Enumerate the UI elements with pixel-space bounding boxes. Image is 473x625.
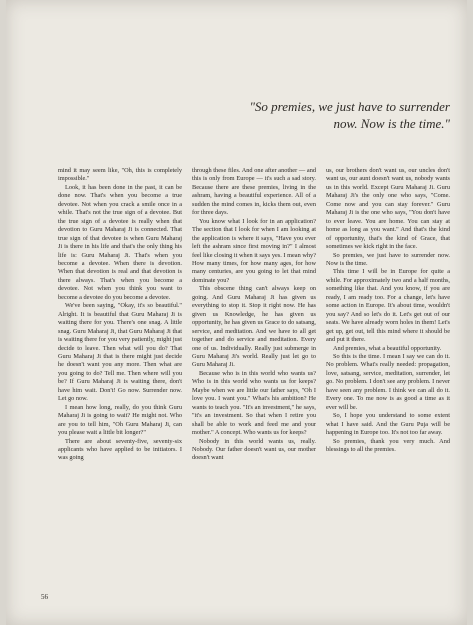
paragraph: This time I will be in Europe for quite a while. For approximately two and a half months, something like that. And you know, if you are ready, I am ready too. For a change, let's have some action in Europe. It's about time, wouldn't you say? And so let's do it. Let's get out of our seats. We have already worn holes in them! Let's get up, get out, tell this mind where it should be and put it there.	[326, 268, 450, 344]
pull-quote	[228, 98, 450, 132]
paragraph: So this is the time. I mean I say we can do it. No problem. What's really needed: propagation, love, satsang, service, meditation, surrender, let go. No problem. I don't see any problem. I never have seen any problem. I think we can all do it. Every one. To me now is as good a time as it ever will be.	[326, 352, 450, 411]
paragraph: And premies, what a beautiful opportunity.	[333, 344, 442, 352]
magazine-page	[6, 0, 467, 625]
paragraph: This obscene thing can't always keep on going. And Guru Maharaj Ji has given us everything to stop it. Stop it right now. He has given us Knowledge, he has given us opportunity, he has given us Grace to do satsang, service, and meditation. And we have to all get together and do service and meditation. Every one of us. Individually. Really just submerge in Guru Maharaj Ji's world. Really just let go to Guru Maharaj Ji.	[192, 285, 316, 369]
paragraph: So premies, thank you very much. And blessings to all the premies.	[326, 437, 450, 453]
paragraph: I mean how long, really, do you think Guru Maharaj Ji is going to wait? He might not. Who are you to tell him, "Oh Guru Maharaj Ji, can you please wait a little bit longer?"	[58, 403, 182, 437]
text-column-1	[58, 167, 182, 463]
pull-quote-line-1: "So premies, we just have to surrender	[249, 99, 450, 114]
text-column-2	[192, 167, 316, 463]
paragraph: There are about seventy-five, seventy-six applicants who have applied to be initiators. I was going	[58, 437, 182, 462]
paragraph: You know what I look for in an application? The section that I look for when I am looking at the application is where it says, "Have you ever left the ashram since first moving in?" I almost feel like closing it when it says yes. I mean why? How many times, for how many ages, for how many centuries, are you going to let that mind dominate you?	[192, 217, 316, 284]
paragraph: Because who is in this world who wants us? Who is in this world who wants us for keeps? Maybe when we are little our father says, "Oh I love you. I want you." What's his ambition? He wants to teach you. "It's an investment," he says, "it's an investment. So that when I retire you shall be able to work and feed me and your mother." A concept. Who wants us for keeps?	[192, 369, 316, 437]
paragraph: us, our brothers don't want us, our uncles don't want us, our aunt doesn't want us, nobody wants us in this world. Except Guru Maharaj Ji. Guru Maharaj Ji's the only one who says, "Come. Come now and you can stay forever." Guru Maharaj Ji is the one who says, "You don't have to ever leave. You are home. You can stay at home as long as you want." And that's the kind of opportunity, that's the kind of Grace, that sometimes we kick right in the face.	[326, 167, 450, 251]
paragraph: Look, it has been done in the past, it can be done now. That's when you become a true devotee. Not when you crack a smile once in a while. That's not the true sign of a devotee. But the true sign of a devotee is really when that devotion to Guru Maharaj Ji is connected. That true sign of that devotee is when Guru Maharaj Ji is there in his life and that's the only thing his life is: Guru Maharaj Ji. That's when you become a devotee. When there is devotion. When that devotion is real and that devotion is there always. That's when you become a devotee. Not when you think you want to become a devotee do you become a devotee.	[58, 183, 182, 301]
paragraph: So premies, we just have to surrender now. Now is the time.	[326, 251, 450, 267]
paragraph: through these files. And one after another — and this is only from Europe — it's such a sad story. Because there are these premies, living in the ashram, having a beautiful experience. All of a sudden the mind comes in, kicks them out, even for three days.	[192, 167, 316, 217]
pull-quote-line-2: now. Now is the time."	[333, 116, 450, 131]
page-number: 56	[41, 593, 48, 601]
paragraph: We've been saying, "Okay, it's so beautiful." Alright. It is beautiful that Guru Maharaj Ji is waiting there for you. There's one snag. A little snag. Guru Maharaj Ji, that Guru Maharaj Ji that is waiting there for you very patiently, might just decide to leave. Then what will you do? That Guru Maharaj Ji that is there might just decide he doesn't want you any more. Then what are you going to do? Tell me. Then where will you be? If Guru Maharaj Ji is waiting there, don't have him wait. Don't! Go now. Surrender now. Let go now.	[58, 302, 182, 403]
paragraph: mind it may seem like, "Oh, this is completely impossible."	[58, 167, 182, 183]
text-column-3	[326, 167, 450, 454]
paragraph: Nobody in this world wants us, really. Nobody. Our father doesn't want us, our mother doesn't want	[192, 437, 316, 462]
paragraph: So, I hope you understand to some extent what I have said. And the Guru Puja will be happening in Europe too. It's not too far away.	[326, 412, 450, 437]
